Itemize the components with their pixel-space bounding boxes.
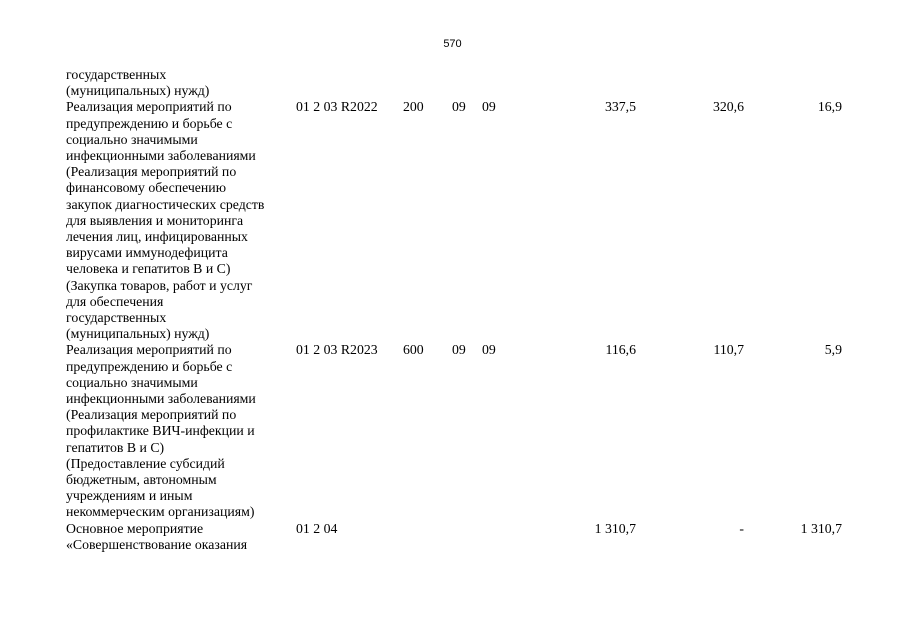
row-amount-b: 5,9: [824, 342, 842, 358]
table-row: [66, 99, 842, 342]
row-amount-a: 320,6: [712, 99, 744, 115]
row-total: 337,5: [604, 99, 636, 115]
row-amount-b: 1 310,7: [800, 520, 842, 536]
row-amount-a: 110,7: [713, 342, 744, 358]
budget-table: [66, 67, 842, 553]
row-expense-type: [403, 67, 452, 99]
row-code: [296, 67, 403, 99]
table-row: [66, 67, 842, 99]
row-description: Реализация мероприятий по предупреждению и борьбе с социально значимыми инфекционными заболеваниями (Реализация мероприятий по профилактике ВИЧ-инфекции и гепатитов В и С) (Предоставление субсидий бюджетным, автономным учреждениям и иным некоммерческим организациям): [66, 342, 256, 520]
row-total: 116,6: [605, 342, 636, 358]
row-total: [512, 67, 636, 99]
row-subsection: [482, 67, 512, 99]
page-number: 570: [443, 38, 462, 50]
row-subsection: 09: [482, 99, 496, 115]
row-description: Основное мероприятие «Совершенствование оказания: [66, 520, 248, 552]
row-code: 01 2 03 R2023: [296, 342, 378, 358]
row-description: государственных (муниципальных) нужд): [66, 67, 210, 99]
row-section: [452, 67, 482, 99]
row-code: 01 2 03 R2022: [296, 99, 378, 115]
row-section: 09: [452, 342, 466, 358]
row-amount-b: [744, 67, 842, 99]
row-section: [452, 521, 482, 553]
row-section: 09: [452, 99, 466, 115]
row-description: Реализация мероприятий по предупреждению и борьбе с социально значимыми инфекционными заболеваниями (Реализация мероприятий по финансовому обеспечению закупок диагностических средств для выявления и мониторинга лечения лиц, инфицированных вирусами иммунодефицита человека и гепатитов В и С) (Закупка товаров, работ и услуг для обеспечения государственных (муниципальных) нужд): [66, 99, 265, 342]
table-row: [66, 521, 842, 553]
row-total: 1 310,7: [594, 520, 636, 536]
table-row: [66, 342, 842, 520]
row-code: 01 2 04: [296, 520, 338, 536]
row-expense-type: 600: [403, 342, 424, 358]
row-subsection: 09: [482, 342, 496, 358]
row-amount-a: [636, 67, 744, 99]
row-amount-b: 16,9: [817, 99, 842, 115]
row-expense-type: [403, 521, 452, 553]
row-expense-type: 200: [403, 99, 424, 115]
row-subsection: [482, 521, 512, 553]
row-amount-a: -: [739, 520, 744, 536]
